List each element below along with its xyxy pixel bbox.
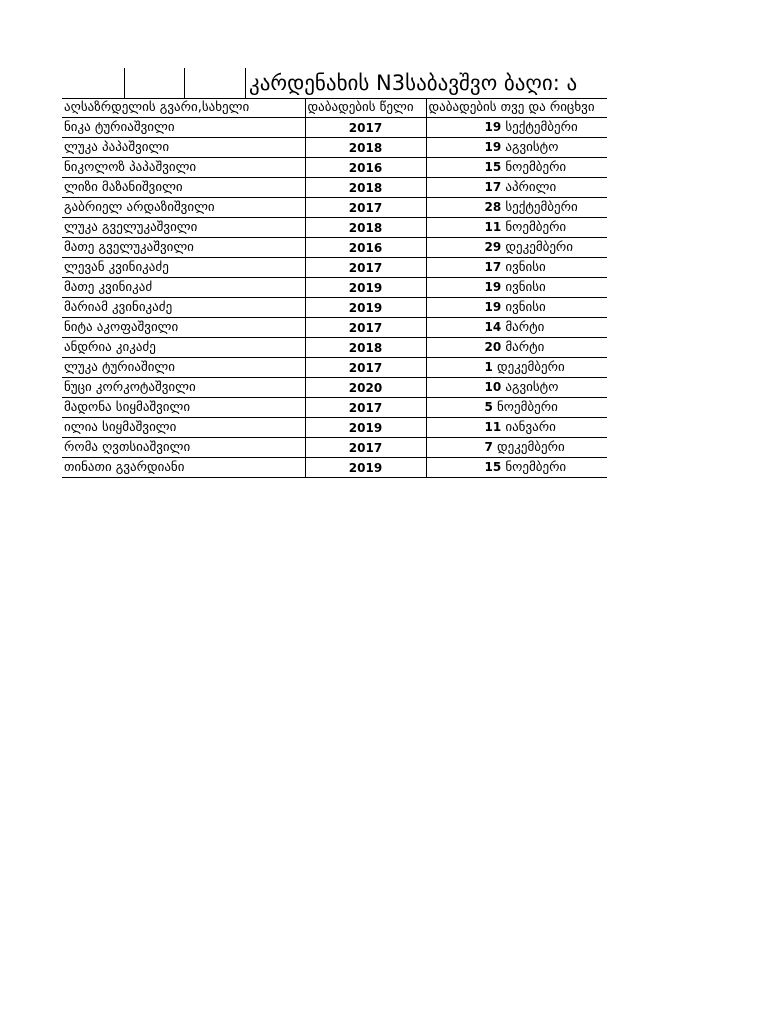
birth-month: აპრილი xyxy=(505,180,557,195)
birth-month: ნოემბერი xyxy=(505,160,567,175)
birth-day: 19 xyxy=(484,300,502,314)
table-row xyxy=(62,438,607,458)
birth-year: 2017 xyxy=(305,118,426,138)
birth-date xyxy=(426,218,607,238)
birth-year: 2018 xyxy=(305,338,426,358)
birth-year: 2017 xyxy=(305,438,426,458)
birth-day: 28 xyxy=(484,200,502,214)
birth-date xyxy=(426,318,607,338)
cell-divider xyxy=(184,68,185,98)
child-name: მარიამ კვინიკაძე xyxy=(62,298,305,318)
header-birth-year: დაბადების წელი xyxy=(305,99,426,118)
birth-date xyxy=(426,118,607,138)
birth-day: 1 xyxy=(484,360,493,374)
birth-day: 15 xyxy=(484,460,502,474)
birth-day: 19 xyxy=(484,280,502,294)
birth-day: 19 xyxy=(484,120,502,134)
table-row xyxy=(62,398,607,418)
birth-year: 2017 xyxy=(305,358,426,378)
table-row xyxy=(62,318,607,338)
birth-month: ივნისი xyxy=(505,300,546,315)
table-row xyxy=(62,198,607,218)
birth-date xyxy=(426,238,607,258)
table-row xyxy=(62,418,607,438)
child-name: ლუკა პაპაშვილი xyxy=(62,138,305,158)
birth-year: 2017 xyxy=(305,398,426,418)
birth-year: 2016 xyxy=(305,158,426,178)
cell-divider xyxy=(124,68,125,98)
birth-year: 2017 xyxy=(305,318,426,338)
birth-year: 2019 xyxy=(305,418,426,438)
birth-year: 2016 xyxy=(305,238,426,258)
birth-date xyxy=(426,338,607,358)
birth-year: 2018 xyxy=(305,138,426,158)
children-table xyxy=(62,98,607,478)
birth-date xyxy=(426,378,607,398)
birth-date xyxy=(426,398,607,418)
birth-month: ნოემბერი xyxy=(505,460,567,475)
birth-date xyxy=(426,438,607,458)
birth-date xyxy=(426,418,607,438)
table-row xyxy=(62,358,607,378)
birth-date xyxy=(426,198,607,218)
child-name: ილია სიყმაშვილი xyxy=(62,418,305,438)
table-header-row xyxy=(62,99,607,118)
birth-year: 2019 xyxy=(305,278,426,298)
birth-month: ივნისი xyxy=(505,280,546,295)
birth-date xyxy=(426,358,607,378)
birth-day: 17 xyxy=(484,260,502,274)
birth-date xyxy=(426,458,607,478)
table-row xyxy=(62,338,607,358)
birth-month: ნოემბერი xyxy=(505,220,567,235)
child-name: თინათი გვარდიანი xyxy=(62,458,305,478)
table-row xyxy=(62,298,607,318)
birth-day: 17 xyxy=(484,180,502,194)
table-row xyxy=(62,218,607,238)
child-name: ნიტა აკოფაშვილი xyxy=(62,318,305,338)
child-name: ლუკა ტურიაშილი xyxy=(62,358,305,378)
birth-year: 2019 xyxy=(305,458,426,478)
table-row xyxy=(62,458,607,478)
birth-day: 11 xyxy=(484,420,502,434)
birth-date xyxy=(426,138,607,158)
table-row xyxy=(62,178,607,198)
birth-month: სექტემბერი xyxy=(505,200,578,215)
birth-year: 2018 xyxy=(305,178,426,198)
child-name: მათე კვინიკაძ xyxy=(62,278,305,298)
table-row xyxy=(62,238,607,258)
table-row xyxy=(62,118,607,138)
birth-month: მარტი xyxy=(505,320,545,335)
birth-date xyxy=(426,178,607,198)
birth-year: 2017 xyxy=(305,258,426,278)
table-row xyxy=(62,378,607,398)
birth-day: 19 xyxy=(484,140,502,154)
child-name: ნუცი კორკოტაშვილი xyxy=(62,378,305,398)
birth-month: დეკემბერი xyxy=(497,360,565,375)
child-name: მადონა სიყმაშვილი xyxy=(62,398,305,418)
birth-month: დეკემბერი xyxy=(505,240,574,255)
birth-month: ივნისი xyxy=(505,260,546,275)
table-row xyxy=(62,158,607,178)
header-birth-date: დაბადების თვე და რიცხვი xyxy=(426,99,607,118)
birth-month: დეკემბერი xyxy=(497,440,565,455)
birth-day: 11 xyxy=(484,220,502,234)
child-name: ნიკოლოზ პაპაშვილი xyxy=(62,158,305,178)
child-name: ლიზი მაზანიშვილი xyxy=(62,178,305,198)
birth-day: 29 xyxy=(484,240,502,254)
birth-month: აგვისტო xyxy=(505,380,559,395)
child-name: გაბრიელ არდაზიშვილი xyxy=(62,198,305,218)
birth-month: იანვარი xyxy=(505,420,556,435)
birth-date xyxy=(426,258,607,278)
header-name: აღსაზრდელის გვარი,სახელი xyxy=(62,99,305,118)
child-name: ლუკა გველუკაშვილი xyxy=(62,218,305,238)
table-row xyxy=(62,258,607,278)
birth-month: აგვისტო xyxy=(505,140,559,155)
birth-day: 14 xyxy=(484,320,502,334)
child-name: ნიკა ტურიაშვილი xyxy=(62,118,305,138)
child-name: ანდრია კიკაძე xyxy=(62,338,305,358)
birth-day: 15 xyxy=(484,160,502,174)
birth-date xyxy=(426,278,607,298)
birth-date xyxy=(426,298,607,318)
birth-month: სექტემბერი xyxy=(505,120,578,135)
birth-year: 2020 xyxy=(305,378,426,398)
child-name: ლევან კვინიკაძე xyxy=(62,258,305,278)
birth-year: 2017 xyxy=(305,198,426,218)
sheet-title-row xyxy=(62,68,607,98)
child-name: რომა ღვთსიაშვილი xyxy=(62,438,305,458)
birth-date xyxy=(426,158,607,178)
table-row xyxy=(62,278,607,298)
child-name: მათე გველუკაშვილი xyxy=(62,238,305,258)
birth-year: 2018 xyxy=(305,218,426,238)
table-row xyxy=(62,138,607,158)
birth-day: 20 xyxy=(484,340,502,354)
birth-month: მარტი xyxy=(505,340,545,355)
birth-day: 10 xyxy=(484,380,502,394)
sheet-title: კარდენახის N3საბავშვო ბაღი: ა xyxy=(249,71,578,95)
birth-day: 5 xyxy=(484,400,493,414)
birth-year: 2019 xyxy=(305,298,426,318)
birth-month: ნოემბერი xyxy=(497,400,558,415)
birth-day: 7 xyxy=(484,440,493,454)
